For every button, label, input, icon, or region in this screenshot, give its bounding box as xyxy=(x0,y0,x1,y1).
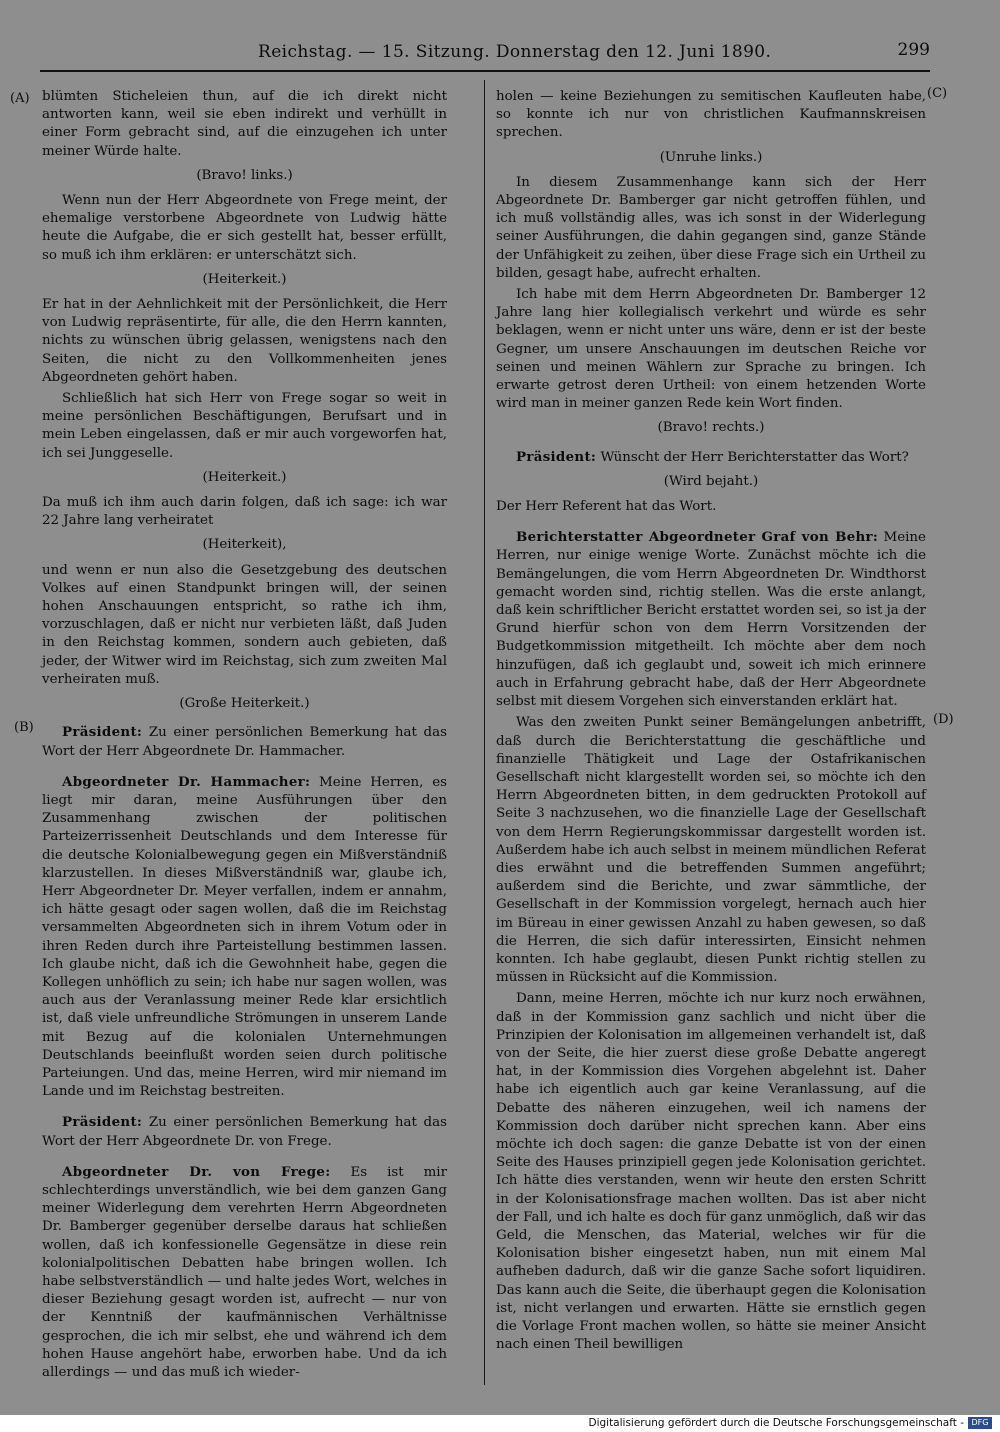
speaker-name: Präsident: xyxy=(62,724,143,741)
margin-marker-d: (D) xyxy=(933,712,954,727)
speaker-name: Berichterstatter Abgeordneter Graf von Behr: xyxy=(516,529,879,546)
speaker-name: Präsident: xyxy=(516,448,597,465)
interjection: (Bravo! rechts.) xyxy=(657,420,765,436)
speaker-paragraph: Präsident: Wünscht der Herr Berichterstatter das Wort? xyxy=(516,448,909,465)
dfg-logo-icon: DFG xyxy=(968,1417,992,1429)
right-column xyxy=(496,88,926,1357)
paragraph: Der Herr Referent hat das Wort. xyxy=(496,499,717,515)
paragraph: und wenn er nun also die Gesetzgebung des deutschen Volkes auf einen Standpunkt bringen will, der seinen hohen Anschauungen entspricht, so rathe ich ihm, vorzuschlagen, daß er nicht nur verbieten läßt, daß Juden in den Reichstag kommen, sondern auch gebieten, daß jeder, der Witwer wird im Reichstag, sich zum zweiten Mal verheiraten muß. xyxy=(42,562,447,687)
interjection: (Heiterkeit.) xyxy=(202,469,287,485)
paragraph: blümten Sticheleien thun, auf die ich direkt nicht antworten kann, weil sie eben indirekt und verhüllt in einer Form gebracht sind, auf die einzugehen ich unter meiner Würde halte. xyxy=(42,89,447,159)
interjection: (Heiterkeit), xyxy=(202,537,287,553)
speaker-paragraph: Präsident: Zu einer persönlichen Bemerkung hat das Wort der Herr Abgeordnete Dr. Hammacher. xyxy=(42,724,447,759)
interjection: (Unruhe links.) xyxy=(659,149,763,165)
paragraph: Ich habe mit dem Herrn Abgeordneten Dr. Bamberger 12 Jahre lang hier kollegialisch verkehrt und würde es sehr beklagen, wenn er nicht unter uns wäre, denn er ist der beste Gegner, um unsere Anschauungen im deutschen Reiche vor seinen und meinen Wählern zur Sprache zu bringen. Ich erwarte getrost deren Urtheil: von einem hetzenden Worte wird man in meiner ganzen Rede kein Wort finden. xyxy=(496,287,926,412)
speaker-name: Abgeordneter Dr. Hammacher: xyxy=(62,773,311,790)
speaker-name: Abgeordneter Dr. von Frege: xyxy=(62,1163,331,1180)
speaker-paragraph: Abgeordneter Dr. von Frege: Es ist mir schlechterdings unverständlich, wie bei dem ganzen Gang meiner Widerlegung dem verehrten Herrn Abgeordneten Dr. Bamberger gegenüber derselbe daraus hat schließen wollen, daß ich konfessionelle Gegensätze in diese rein kolonialpolitischen Debatten habe bringen wollen. Ich habe selbstverständlich — und halte jedes Wort, welches in dieser Beziehung gesagt worden ist, aufrecht — nur von der Kenntniß der kaufmännischen Verhältnisse gesprochen, die ich mir selbst, ehe und während ich dem hohen Hause angehört habe, erworben habe. Und da ich allerdings — und das muß ich wieder- xyxy=(42,1163,447,1380)
speaker-paragraph: Präsident: Zu einer persönlichen Bemerkung hat das Wort der Herr Abgeordnete Dr. von Frege. xyxy=(42,1114,447,1149)
paragraph: Dann, meine Herren, möchte ich nur kurz noch erwähnen, daß in der Kommission ganz sachlich und nicht über die Prinzipien der Kolonisation im allgemeinen verhandelt ist, daß von der Seite, die hier zuerst diese große Debatte angeregt hat, in der Kommission dies Vorgehen abgelehnt ist. Daher habe ich eigentlich auch gar keine Veranlassung, auf die Debatte des näheren einzugehen, weil ich namens der Kommission doch darüber nicht sprechen kann. Aber eins möchte ich doch sagen: die ganze Debatte ist von der einen Seite des Hauses prinzipiell gegen jede Kolonisation gerichtet. Ich hätte dies verstanden, wenn wir heute den ersten Schritt in der Kolonisationsfrage machen wollten. Das ist aber nicht der Fall, und ich halte es doch für ganz unmöglich, daß wir das Geld, die Menschen, das Material, welches wir für die Kolonisation bisher eingesetzt haben, nun mit einem Mal aufheben dadurch, daß wir die ganze Sache sofort liquidiren. Das kann auch die Seite, die überhaupt gegen die Kolonisation ist, nicht verlangen und erwarten. Hätte sie ernstlich gegen die Vorlage Front machen wollen, so hätte sie meiner Ansicht nach einen Theil bewilligen xyxy=(496,991,926,1353)
interjection: (Bravo! links.) xyxy=(196,167,293,183)
margin-marker-b: (B) xyxy=(14,720,34,735)
interjection: (Wird bejaht.) xyxy=(663,473,759,489)
interjection: (Große Heiterkeit.) xyxy=(179,696,310,712)
header-rule xyxy=(40,70,930,72)
page-header xyxy=(40,40,930,70)
speaker-paragraph: Abgeordneter Dr. Hammacher: Meine Herren, es liegt mir daran, meine Ausführungen über den Zusammenhang zwischen der politischen Parteizerrissenheit Deutschlands und dem Interesse für die deutsche Kolonialbewegung gegen ein Mißverständniß klarzustellen. In dieses Mißverständniß war, glaube ich, Herr Abgeordneter Dr. Meyer verfallen, indem er annahm, ich hätte gesagt oder sagen wollen, daß die im Reichstag versammelten Abgeordneten sich in ihrem Votum oder in ihren Reden durch ihre Parteistellung bestimmen lassen. Ich glaube nicht, daß ich die Gewohnheit habe, gegen die Kollegen unhöflich zu sein; ich habe nur sagen wollen, was auch aus der Veranlassung meiner Rede klar ersichtlich ist, daß viele unfreundliche Strömungen in unserem Lande mit Bezug auf die kolonialen Unternehmungen Deutschlands beeinflußt worden seien durch politische Parteiungen. Und das, meine Herren, wird mir niemand im Lande und im Reichstag bestreiten. xyxy=(42,773,447,1100)
paragraph: Er hat in der Aehnlichkeit mit der Persönlichkeit, die Herr von Ludwig repräsentirte, für alle, die den Herrn kannten, nichts zu wünschen übrig gelassen, wenigstens nach den Seiten, die nicht zu den Vollkommenheiten jenes Abgeordneten gehört haben. xyxy=(42,297,447,385)
running-head: Reichstag. — 15. Sitzung. Donnerstag den 12. Juni 1890. xyxy=(258,42,772,62)
margin-marker-a: (A) xyxy=(10,91,30,106)
interjection: (Heiterkeit.) xyxy=(202,271,287,287)
left-column xyxy=(42,88,447,1385)
speaker-name: Präsident: xyxy=(62,1114,143,1131)
page-number: 299 xyxy=(897,40,930,60)
paragraph: Wenn nun der Herr Abgeordnete von Frege meint, der ehemalige verstorbene Abgeordnete von Ludwig hätte heute die Aufgabe, die er sich gestellt hat, besser erfüllt, so muß ich ihm erklären: er unterschätzt sich. xyxy=(42,193,447,263)
speaker-paragraph: Berichterstatter Abgeordneter Graf von Behr: Meine Herren, nur einige wenige Worte. Zunächst möchte ich die Bemängelungen, die vom Herrn Abgeordneten Dr. Windthorst gemacht worden sind, richtig stellen. Was die erste anlangt, daß kein schriftlicher Bericht erstattet worden sei, so ist ja der Grund hierfür schon von dem Herrn Vorsitzenden der Budgetkommission mitgetheilt. Ich möchte aber dem noch hinzufügen, daß ich geglaubt und, soweit ich mich erinnere auch in Erfahrung gebracht habe, daß der Herr Abgeordnete selbst mit diesem Vorgehen sich einverstanden erklärt hat. xyxy=(496,529,926,710)
paragraph: Was den zweiten Punkt seiner Bemängelungen anbetrifft, daß durch die Berichterstattung die geschäftliche und finanzielle Thätigkeit und Lage der Ostafrikanischen Gesellschaft nicht klargestellt worden sei, so möchte ich den Herrn Abgeordneten bitten, in dem gedruckten Protokoll auf Seite 3 nachzusehen, wo die finanzielle Lage der Gesellschaft von dem Herrn Regierungskommissar dargestellt worden ist. Außerdem habe ich auch selbst in meinem mündlichen Referat dies erwähnt und die betreffenden Summen angeführt; außerdem sind die Berichte, und zwar sämmtliche, der Gesellschaft in der Kommission vorgelegt, hernach auch hier im Büreau in einer gewissen Anzahl zu haben gewesen, so daß die Herren, die sich dafür interessirten, Einsicht nehmen konnten. Ich habe geglaubt, diesen Punkt richtig stellen zu müssen in Rücksicht auf die Kommission. xyxy=(496,715,926,986)
margin-marker-c: (C) xyxy=(927,86,948,101)
paragraph: In diesem Zusammenhange kann sich der Herr Abgeordnete Dr. Bamberger gar nicht getroffen fühlen, und ich muß vollständig alles, was ich sonst in der Widerlegung seiner Ausführungen, die dahin gegangen sind, ganze Stände der Unfähigkeit zu zeihen, über diese Frage sich ein Urtheil zu bilden, gesagt habe, aufrecht erhalten. xyxy=(496,174,926,281)
footer-credit: Digitalisierung gefördert durch die Deutsche Forschungsgemeinschaft - xyxy=(588,1417,964,1429)
paragraph: holen — keine Beziehungen zu semitischen Kaufleuten habe, so konnte ich nur von christlichen Kaufmannskreisen sprechen. xyxy=(496,89,926,141)
column-divider xyxy=(484,80,485,1385)
paragraph: Da muß ich ihm auch darin folgen, daß ich sage: ich war 22 Jahre lang verheiratet xyxy=(42,495,447,529)
paragraph: Schließlich hat sich Herr von Frege sogar so weit in meine persönlichen Beschäftigungen, Berufsart und in mein Leben eingelassen, daß er mir auch vorgeworfen hat, ich sei Junggeselle. xyxy=(42,391,447,461)
